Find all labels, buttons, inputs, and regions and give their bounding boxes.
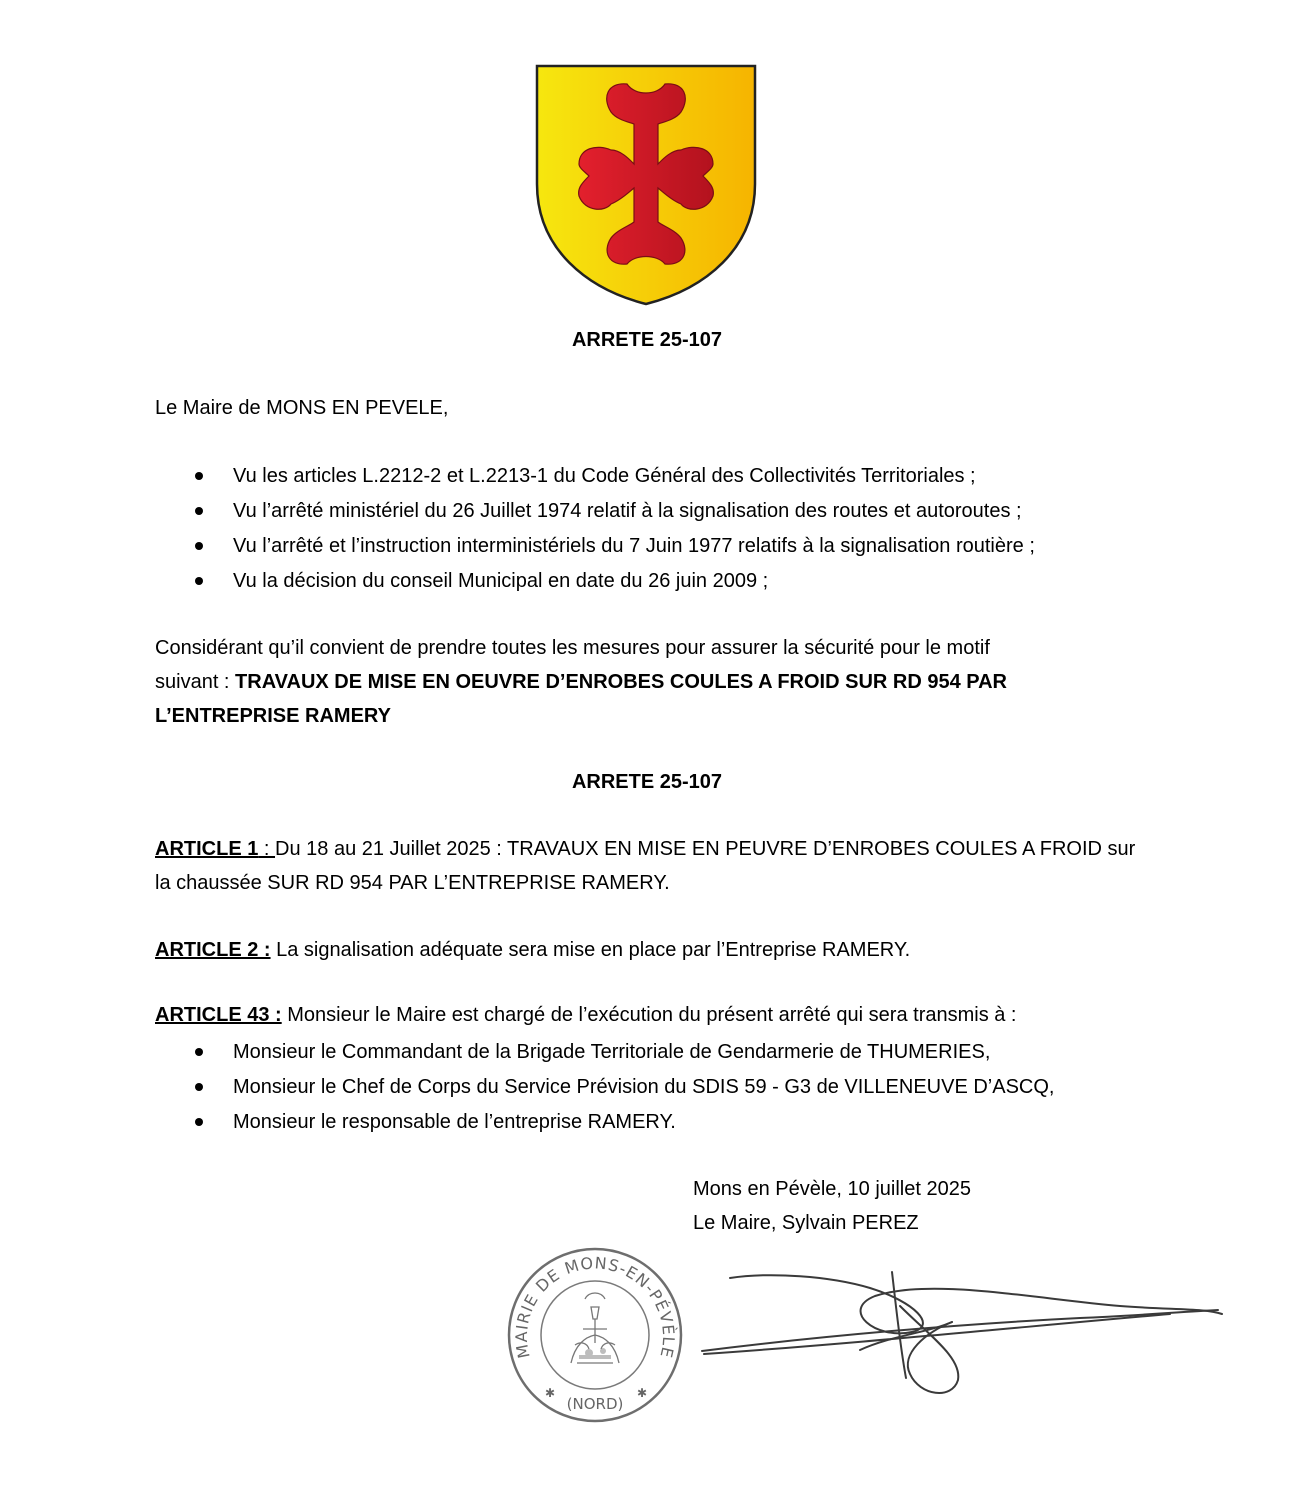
svg-text:MAIRIE DE MONS-EN-PÉVÈLE: MAIRIE DE MONS-EN-PÉVÈLE <box>511 1253 679 1361</box>
bullet-icon <box>195 1083 203 1091</box>
article-2-text: La signalisation adéquate sera mise en place par l’Entreprise RAMERY. <box>270 939 911 961</box>
bullet-icon <box>195 1118 203 1126</box>
svg-text:✱: ✱ <box>637 1386 648 1400</box>
considering-prefix: suivant : <box>155 671 236 693</box>
considering-line-1: Considérant qu’il convient de prendre toutes les mesures pour assurer la sécurité pour le motif <box>155 637 990 659</box>
article-1-text: Du 18 au 21 Juillet 2025 : TRAVAUX EN MISE EN PEUVRE D’ENROBES COULES A FROID sur <box>275 838 1136 860</box>
bullet-icon <box>195 577 203 585</box>
bullet-icon <box>195 1048 203 1056</box>
bullet-icon <box>195 472 203 480</box>
svg-text:✱: ✱ <box>545 1386 556 1400</box>
article-1-label: ARTICLE 1 <box>155 838 259 860</box>
motif-text-cont: L’ENTREPRISE RAMERY <box>155 705 391 727</box>
signature-signer: Le Maire, Sylvain PEREZ <box>693 1212 919 1234</box>
article-43-text: Monsieur le Maire est chargé de l’exécution du présent arrêté qui sera transmis à : <box>281 1004 1017 1026</box>
bullet-icon <box>195 542 203 550</box>
considering-line-2 <box>155 665 1007 699</box>
bullet-icon <box>195 507 203 515</box>
official-stamp <box>505 1245 685 1425</box>
article-43 <box>155 998 1017 1032</box>
article-1-cont: la chaussée SUR RD 954 PAR L’ENTREPRISE RAMERY. <box>155 872 670 894</box>
signature-scribble-icon <box>700 1266 1230 1416</box>
article-2-label: ARTICLE 2 : <box>155 939 271 961</box>
page-title: ARRETE 25-107 <box>571 329 723 351</box>
shield-icon <box>535 64 757 306</box>
motif-text: TRAVAUX DE MISE EN OEUVRE D’ENROBES COULES A FROID SUR RD 954 PAR <box>235 671 1007 693</box>
article-2 <box>155 933 910 967</box>
article-43-label: ARTICLE 43 : <box>155 1004 282 1026</box>
article-1-sep: : <box>258 838 276 860</box>
decree-title: ARRETE 25-107 <box>571 771 723 793</box>
article-1 <box>155 832 1135 866</box>
stamp-seal-icon <box>505 1245 685 1425</box>
intro-line: Le Maire de MONS EN PEVELE, <box>155 397 449 419</box>
svg-text:(NORD): (NORD) <box>566 1395 624 1413</box>
coat-of-arms <box>535 64 757 306</box>
handwritten-signature <box>700 1266 1230 1416</box>
signature-place-date: Mons en Pévèle, 10 juillet 2025 <box>693 1178 971 1200</box>
